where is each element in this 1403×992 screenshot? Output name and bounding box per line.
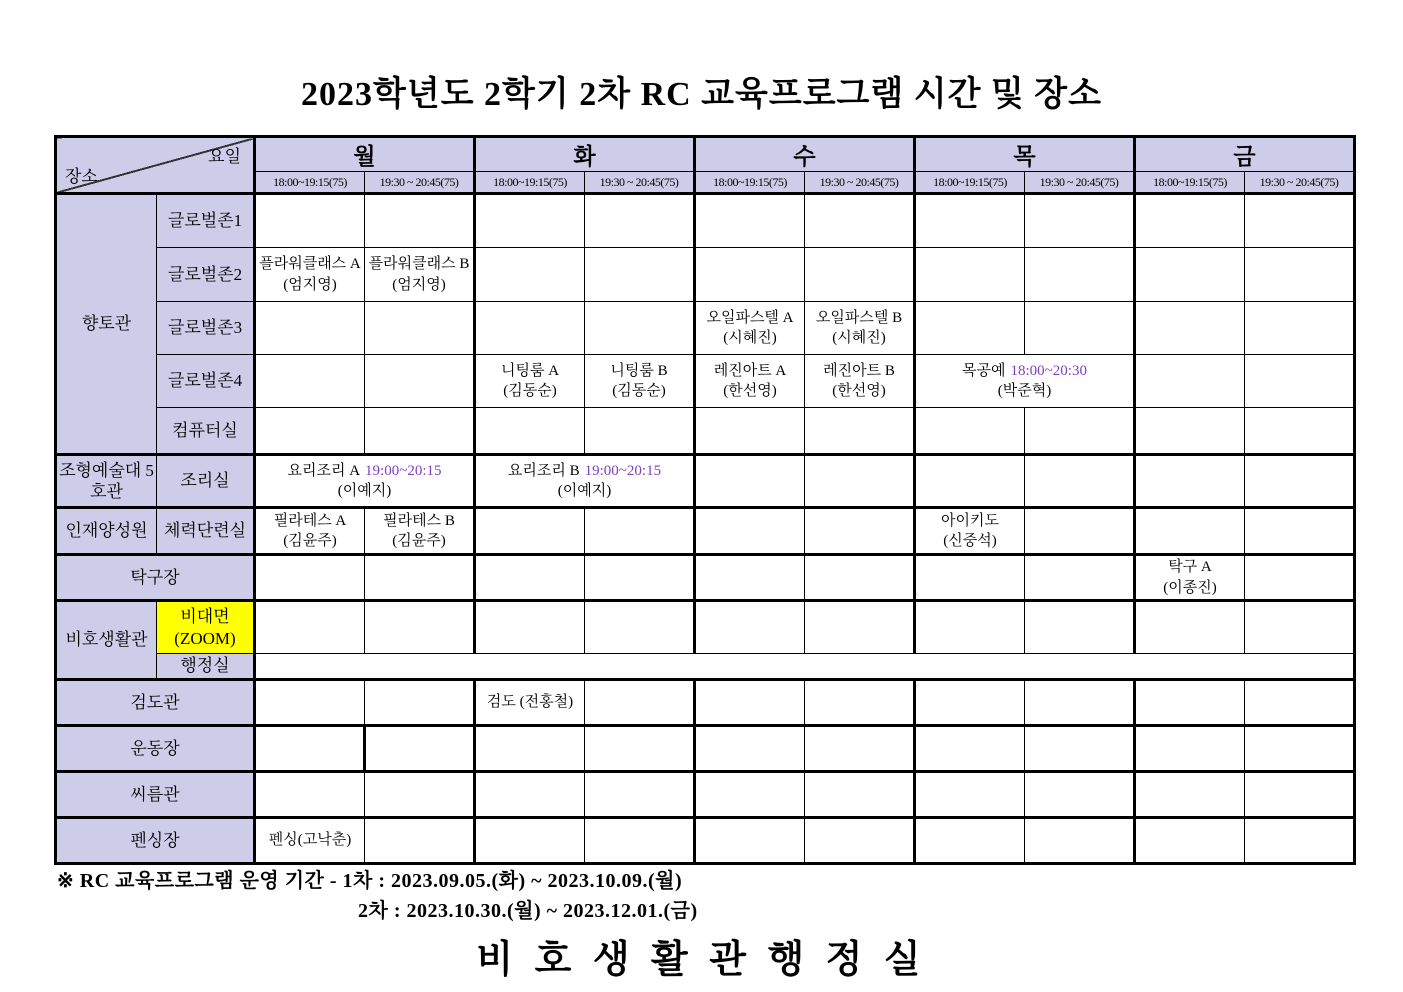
row-admin-office	[56, 654, 1355, 680]
schedule-cell	[695, 680, 805, 726]
schedule-cell	[585, 772, 695, 818]
online-label-line2: (ZOOM)	[174, 628, 236, 648]
schedule-cell	[1245, 194, 1355, 248]
program-instructor: (신중석)	[943, 533, 997, 549]
program-instructor: (김동순)	[503, 383, 557, 399]
schedule-cell	[1135, 248, 1245, 302]
document-title: 2023학년도 2학기 2차 RC 교육프로그램 시간 및 장소	[301, 76, 1102, 113]
online-label-line1: 비대면	[180, 607, 230, 627]
program-name: 필라테스 A	[273, 512, 347, 529]
time-slot-thu-2: 19:30 ~ 20:45(75)	[1025, 172, 1135, 194]
program-instructor: (시혜진)	[832, 330, 886, 346]
schedule-cell	[1025, 455, 1135, 508]
program-resinart-a	[695, 355, 805, 408]
program-woodcraft	[915, 355, 1135, 408]
schedule-cell	[255, 555, 365, 601]
office-signature: 비 호 생 활 관 행 정 실	[476, 939, 927, 981]
schedule-cell	[1025, 680, 1135, 726]
program-name: 오일파스텔 B	[815, 309, 903, 326]
schedule-cell	[915, 408, 1025, 455]
schedule-cell	[1135, 726, 1245, 772]
schedule-cell	[1135, 355, 1245, 408]
time-slot-tue-2: 19:30 ~ 20:45(75)	[585, 172, 695, 194]
schedule-cell	[915, 680, 1025, 726]
schedule-cell	[365, 601, 475, 654]
program-knitting-a	[475, 355, 585, 408]
schedule-cell	[1025, 818, 1135, 864]
place-kendo-hall: 검도관	[56, 680, 255, 726]
program-name: 요리조리 B	[507, 462, 580, 479]
row-globalzone3	[56, 302, 1355, 355]
schedule-cell	[1135, 818, 1245, 864]
program-tabletennis-a	[1135, 555, 1245, 601]
schedule-cell	[695, 772, 805, 818]
room-admin-office: 행정실	[157, 654, 255, 680]
schedule-cell	[1025, 726, 1135, 772]
schedule-table	[54, 135, 1356, 865]
program-cooking-b	[475, 455, 695, 508]
program-name: 목공예	[962, 362, 1006, 379]
schedule-cell	[805, 194, 915, 248]
program-cooking-a	[255, 455, 475, 508]
program-kendo	[475, 680, 585, 726]
schedule-cell	[475, 772, 585, 818]
schedule-cell	[1245, 408, 1355, 455]
schedule-cell	[1025, 302, 1135, 355]
program-time: 19:00~20:15	[584, 462, 662, 479]
schedule-cell	[1245, 601, 1355, 654]
schedule-cell	[1245, 555, 1355, 601]
schedule-cell	[475, 508, 585, 555]
program-aikido	[915, 508, 1025, 555]
program-instructor: (엄지영)	[392, 276, 446, 293]
schedule-cell	[915, 455, 1025, 508]
program-knitting-b	[585, 355, 695, 408]
schedule-cell	[805, 601, 915, 654]
schedule-cell	[1245, 455, 1355, 508]
schedule-cell	[365, 555, 475, 601]
schedule-cell	[805, 555, 915, 601]
schedule-cell	[365, 680, 475, 726]
row-computer-room	[56, 408, 1355, 455]
schedule-cell	[255, 194, 365, 248]
program-instructor: (이종진)	[1163, 579, 1217, 596]
room-cooking: 조리실	[157, 455, 255, 508]
program-name: 니팅룸 A	[500, 362, 560, 379]
schedule-cell	[915, 726, 1025, 772]
schedule-cell	[695, 818, 805, 864]
schedule-cell	[805, 508, 915, 555]
schedule-cell	[915, 194, 1025, 248]
schedule-cell	[585, 248, 695, 302]
program-instructor: (한선영)	[832, 383, 886, 399]
program-name: 검도 (전홍철)	[486, 694, 574, 711]
row-kendo-hall	[56, 680, 1355, 726]
schedule-cell-merged	[255, 654, 1355, 680]
schedule-cell	[585, 818, 695, 864]
schedule-cell	[1025, 601, 1135, 654]
program-name: 레진아트 B	[823, 362, 895, 379]
time-slot-mon-1: 18:00~19:15(75)	[255, 172, 365, 194]
schedule-cell	[585, 680, 695, 726]
schedule-cell	[585, 194, 695, 248]
corner-day-label: 요일	[208, 147, 241, 166]
program-resinart-b	[805, 355, 915, 408]
place-ssireum-hall: 씨름관	[56, 772, 255, 818]
row-fitness-room	[56, 508, 1355, 555]
row-fencing-hall	[56, 818, 1355, 864]
schedule-cell	[585, 302, 695, 355]
room-globalzone3: 글로벌존3	[157, 302, 255, 355]
schedule-cell	[255, 726, 365, 772]
place-hyangtogwan: 향토관	[56, 194, 157, 455]
schedule-cell	[585, 408, 695, 455]
program-instructor: (이예지)	[557, 483, 612, 499]
place-sports-field: 운동장	[56, 726, 255, 772]
operation-period-note-2: 2차 : 2023.10.30.(월) ~ 2023.12.01.(금)	[358, 900, 698, 922]
schedule-cell	[585, 601, 695, 654]
schedule-cell	[1025, 772, 1135, 818]
schedule-cell	[1245, 508, 1355, 555]
program-oilpastel-b	[805, 302, 915, 355]
schedule-cell	[915, 248, 1025, 302]
row-globalzone4	[56, 355, 1355, 408]
program-time: 19:00~20:15	[365, 462, 442, 479]
schedule-cell	[915, 818, 1025, 864]
place-art-college: 조형예술대 5호관	[56, 455, 157, 508]
schedule-cell	[805, 408, 915, 455]
schedule-cell	[695, 601, 805, 654]
schedule-cell	[1025, 555, 1135, 601]
schedule-cell	[915, 772, 1025, 818]
program-instructor: (엄지영)	[283, 276, 337, 293]
program-instructor: (김윤주)	[392, 533, 446, 549]
program-name: 니팅룸 B	[610, 362, 668, 379]
schedule-cell	[695, 194, 805, 248]
program-name: 필라테스 B	[383, 512, 455, 529]
schedule-cell	[255, 408, 365, 455]
program-instructor: (김윤주)	[283, 533, 337, 549]
schedule-cell	[1135, 601, 1245, 654]
room-online-zoom	[157, 601, 255, 654]
time-slot-tue-1: 18:00~19:15(75)	[475, 172, 585, 194]
schedule-cell	[255, 680, 365, 726]
schedule-cell	[475, 555, 585, 601]
row-ssireum-hall	[56, 772, 1355, 818]
schedule-cell	[475, 601, 585, 654]
schedule-cell	[695, 455, 805, 508]
time-slot-mon-2: 19:30 ~ 20:45(75)	[365, 172, 475, 194]
schedule-cell	[1135, 455, 1245, 508]
schedule-cell	[1135, 680, 1245, 726]
program-fencing	[255, 818, 365, 864]
program-name: 레진아트 A	[713, 362, 787, 379]
program-pilates-a	[255, 508, 365, 555]
program-name: 오일파스텔 A	[706, 309, 794, 326]
program-name: 아이키도	[941, 512, 999, 529]
program-instructor: (한선영)	[723, 383, 777, 399]
row-globalzone2	[56, 248, 1355, 302]
schedule-cell	[475, 302, 585, 355]
program-flower-b	[365, 248, 475, 302]
schedule-cell	[915, 302, 1025, 355]
room-computer: 컴퓨터실	[157, 408, 255, 455]
schedule-cell	[365, 818, 475, 864]
schedule-cell	[695, 408, 805, 455]
time-slot-fri-2: 19:30 ~ 20:45(75)	[1245, 172, 1355, 194]
room-globalzone2: 글로벌존2	[157, 248, 255, 302]
program-pilates-b	[365, 508, 475, 555]
time-slot-wed-1: 18:00~19:15(75)	[695, 172, 805, 194]
schedule-cell	[585, 555, 695, 601]
schedule-cell	[1135, 194, 1245, 248]
row-pingpong-hall	[56, 555, 1355, 601]
schedule-cell	[1245, 355, 1355, 408]
program-name: 탁구 A	[1168, 559, 1212, 576]
day-header-row	[56, 137, 1355, 172]
schedule-cell	[805, 726, 915, 772]
room-globalzone4: 글로벌존4	[157, 355, 255, 408]
place-fencing-hall: 펜싱장	[56, 818, 255, 864]
day-header-thu: 목	[915, 137, 1135, 172]
schedule-cell	[695, 555, 805, 601]
row-cooking-room	[56, 455, 1355, 508]
row-globalzone1	[56, 194, 1355, 248]
program-instructor: (박준혁)	[997, 383, 1052, 399]
schedule-cell	[365, 355, 475, 408]
schedule-cell	[695, 508, 805, 555]
corner-place-label: 장소	[65, 167, 98, 186]
program-name: 플라워클래스 B	[368, 256, 470, 273]
schedule-cell	[365, 194, 475, 248]
schedule-cell	[1025, 194, 1135, 248]
schedule-cell	[805, 680, 915, 726]
schedule-cell	[1135, 508, 1245, 555]
schedule-cell	[475, 408, 585, 455]
day-header-fri: 금	[1135, 137, 1355, 172]
operation-period-note-1: ※ RC 교육프로그램 운영 기간 - 1차 : 2023.09.05.(화) ~ 2023.10.09.(월)	[57, 870, 683, 892]
schedule-cell	[805, 455, 915, 508]
room-globalzone1: 글로벌존1	[157, 194, 255, 248]
schedule-cell	[475, 726, 585, 772]
schedule-cell	[1245, 726, 1355, 772]
schedule-cell	[1135, 408, 1245, 455]
schedule-cell	[255, 302, 365, 355]
schedule-cell	[1025, 248, 1135, 302]
schedule-cell	[255, 601, 365, 654]
schedule-cell	[1135, 772, 1245, 818]
schedule-cell	[915, 601, 1025, 654]
schedule-cell	[695, 248, 805, 302]
time-slot-thu-1: 18:00~19:15(75)	[915, 172, 1025, 194]
program-oilpastel-a	[695, 302, 805, 355]
schedule-cell	[805, 818, 915, 864]
schedule-cell	[475, 818, 585, 864]
day-header-mon: 월	[255, 137, 475, 172]
place-injae-center: 인재양성원	[56, 508, 157, 555]
schedule-cell	[805, 248, 915, 302]
schedule-cell	[1025, 508, 1135, 555]
schedule-cell	[695, 726, 805, 772]
program-name: 플라워클래스 A	[259, 256, 361, 273]
schedule-cell	[365, 772, 475, 818]
time-slot-fri-1: 18:00~19:15(75)	[1135, 172, 1245, 194]
schedule-cell	[365, 302, 475, 355]
day-header-wed: 수	[695, 137, 915, 172]
schedule-cell	[475, 248, 585, 302]
room-fitness: 체력단련실	[157, 508, 255, 555]
schedule-cell	[365, 408, 475, 455]
schedule-cell	[1245, 248, 1355, 302]
time-slot-wed-2: 19:30 ~ 20:45(75)	[805, 172, 915, 194]
schedule-cell	[1245, 818, 1355, 864]
schedule-cell	[255, 355, 365, 408]
schedule-cell	[585, 726, 695, 772]
schedule-cell	[805, 772, 915, 818]
schedule-cell	[255, 772, 365, 818]
corner-cell	[56, 137, 255, 194]
day-header-tue: 화	[475, 137, 695, 172]
place-pingpong-hall: 탁구장	[56, 555, 255, 601]
program-instructor: (시혜진)	[723, 330, 777, 346]
schedule-cell	[1245, 772, 1355, 818]
schedule-cell	[1135, 302, 1245, 355]
program-flower-a	[255, 248, 365, 302]
schedule-cell	[1245, 302, 1355, 355]
row-online-zoom	[56, 601, 1355, 654]
program-name: 펜싱(고낙춘)	[268, 832, 352, 849]
place-biho-hall: 비호생활관	[56, 601, 157, 680]
row-sports-field	[56, 726, 1355, 772]
program-time: 18:00~20:30	[1010, 362, 1087, 379]
schedule-cell	[915, 555, 1025, 601]
schedule-cell	[475, 194, 585, 248]
schedule-cell	[1245, 680, 1355, 726]
schedule-cell	[585, 508, 695, 555]
program-name: 요리조리 A	[287, 462, 361, 479]
schedule-cell	[365, 726, 475, 772]
program-instructor: (이예지)	[337, 483, 392, 499]
schedule-cell	[1025, 408, 1135, 455]
program-instructor: (김동순)	[612, 383, 666, 399]
